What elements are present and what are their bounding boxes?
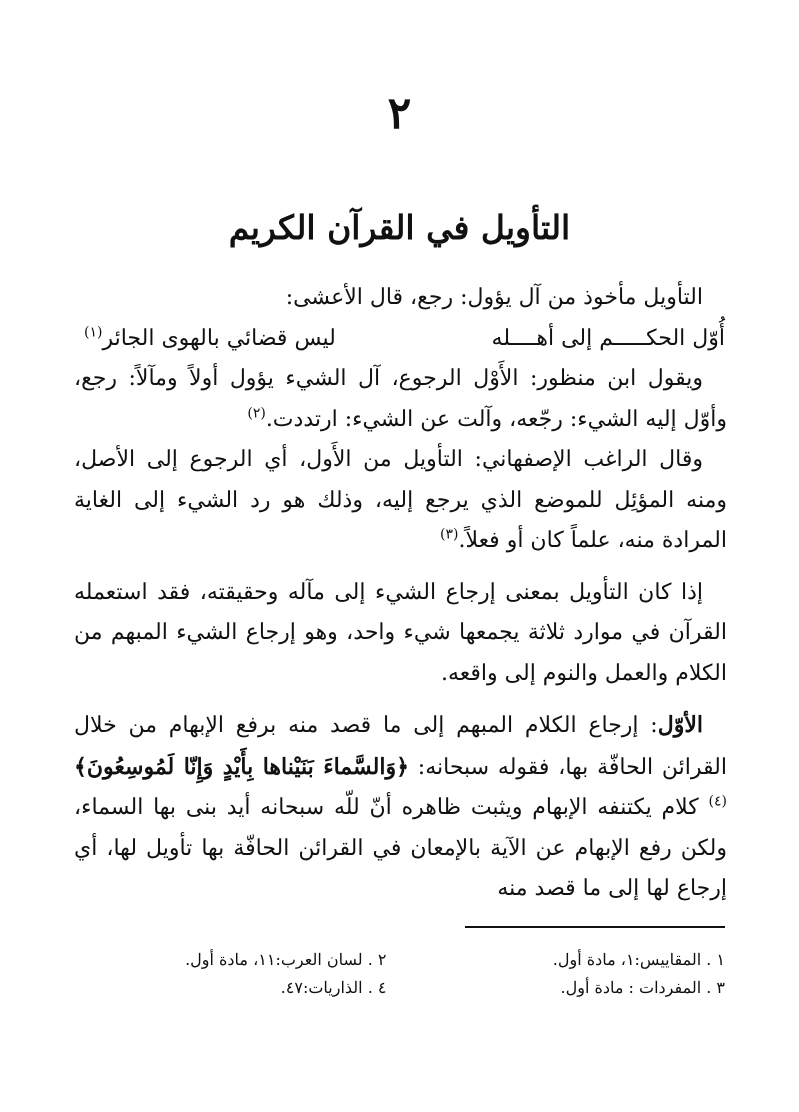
- verse-second-text: ليس قضائي بالهوى الجائر: [102, 325, 336, 351]
- paragraph-quran-usage: إذا كان التأويل بمعنى إرجاع الشيء إلى مآله وحقيقته، فقد استعمله القرآن في موارد ثلاثة يجمعها شيء واحد، وهو إرجاع الشيء المبهم من الكلام والعمل والنوم إلى واقعه.: [74, 579, 727, 686]
- paragraph-raghib-text: وقال الراغب الإصفهاني: التأويل من الأَول، أي الرجوع إلى الأصل، ومنه المؤئِل للموضع الذي يرجع إليه، وذلك هو رد الشيء إلى الغاية المرادة منه، علماً كان أو فعلاً.: [74, 447, 727, 553]
- quran-verse: ﴿وَالسَّماءَ بَنَيْناها بِأَيْدٍ وَإِنّا لَمُوسِعُونَ﴾: [74, 753, 409, 780]
- footnote-3: ٣ . المفردات : مادة أول.: [560, 978, 725, 997]
- footnotes: [74, 946, 725, 1002]
- paragraph-raghib: [74, 440, 727, 562]
- footnote-row: [74, 946, 725, 974]
- paragraph-etymology: التأويل مأخوذ من آل يؤول: رجع، قال الأعشى:: [285, 285, 703, 310]
- footnote-ref-4: (٤): [708, 793, 727, 810]
- paragraph-ibn-manzur: [74, 359, 727, 440]
- footnote-4: ٤ . الذاريات:٤٧.: [280, 978, 387, 997]
- footnote-ref-1: (١): [84, 324, 103, 341]
- chapter-number: ٢: [387, 88, 412, 139]
- paragraph-first-meaning: [74, 705, 727, 910]
- footnote-2: ٢ . لسان العرب:١١، مادة أول.: [185, 950, 387, 969]
- footnote-divider: [465, 926, 725, 928]
- first-meaning-heading: الأوّل: [657, 712, 703, 738]
- body-text: [74, 278, 727, 910]
- first-meaning-text-a: : إرجاع الكلام المبهم إلى ما قصد منه برفع الإبهام من خلال القرائن الحافّة بها، فقوله سبحانه:: [74, 713, 728, 780]
- paragraph-ibn-manzur-text: ويقول ابن منظور: الأَوْل الرجوع، آل الشيء يؤول أولاً ومآلاً: رجع، وأوّل إليه الشيء: رجّعه، وآلت عن الشيء: ارتددت.: [74, 366, 727, 432]
- footnote-ref-2: (٢): [247, 405, 266, 422]
- verse-second-hemistich: [74, 319, 336, 360]
- footnote-row: [74, 974, 725, 1002]
- verse-first-hemistich: أُوّل الحكـــــم إلى أهــــله: [491, 325, 725, 351]
- first-meaning-text-b: كلام يكتنفه الإبهام ويثبت ظاهره أنّ للّه سبحانه أيد بنى بها السماء، ولكن رفع الإبهام عن الآية بالإمعان في القرائن الحافّة بها تأويل لها، أي إرجاع لها إلى ما قصد منه: [74, 795, 727, 901]
- chapter-title: التأويل في القرآن الكريم: [228, 208, 571, 247]
- footnote-ref-3: (٣): [439, 526, 459, 543]
- footnote-1: ١ . المقاييس:١، مادة أول.: [552, 950, 725, 969]
- poetry-verse: [74, 319, 727, 360]
